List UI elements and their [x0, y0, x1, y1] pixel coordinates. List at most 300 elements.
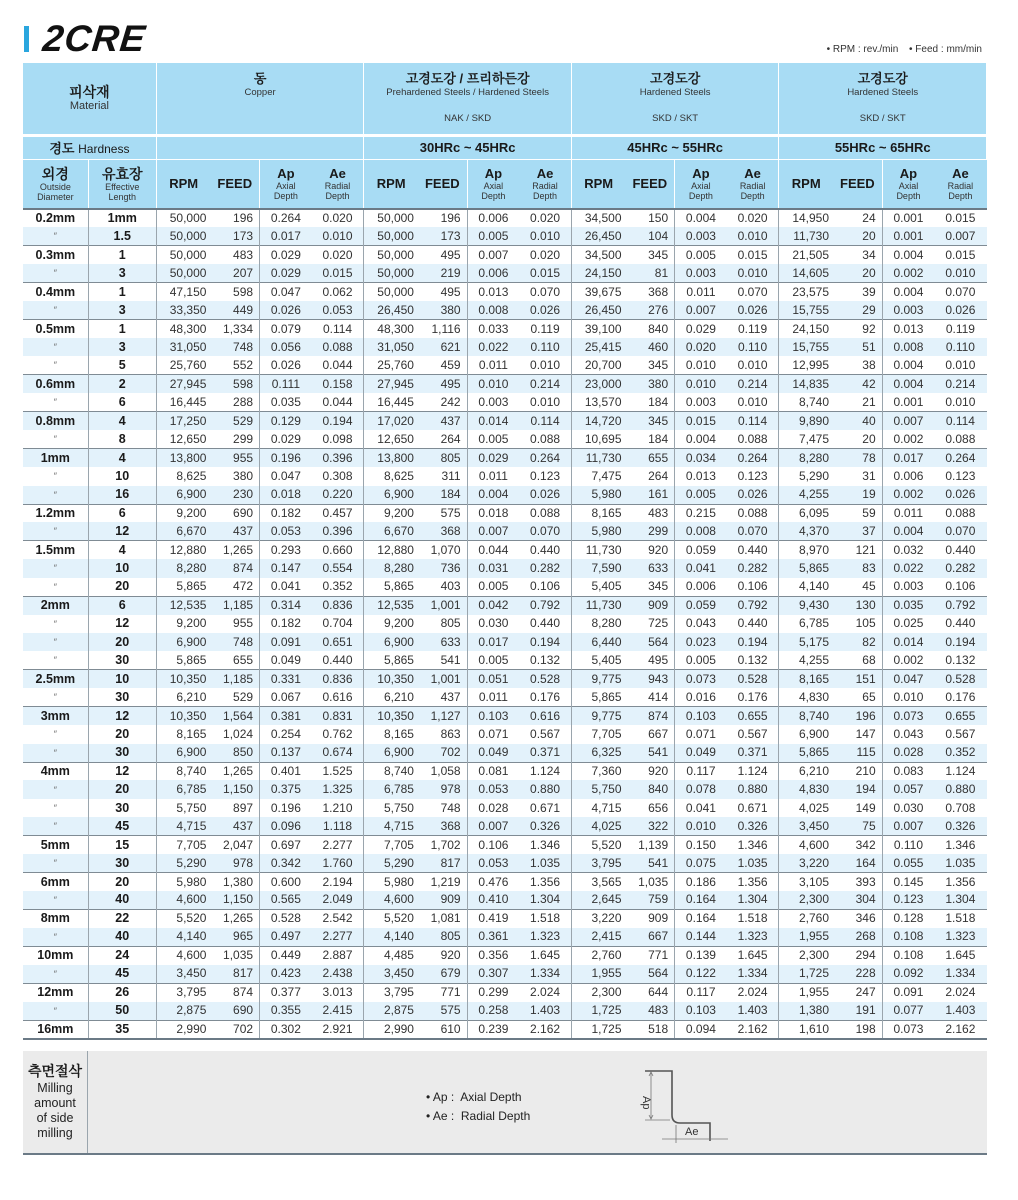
ap-cell: 0.071	[478, 726, 509, 741]
ae-cell: 1.525	[312, 762, 364, 780]
feed-cell: 529	[210, 688, 259, 707]
rpm-cell: 4,140	[799, 579, 830, 594]
ap-cell: 0.073	[882, 707, 934, 725]
feed-cell: 230	[210, 486, 259, 505]
ap-cell: 0.145	[882, 873, 934, 891]
feed-cell: 92	[833, 320, 882, 338]
effective-length-cell: 20	[88, 725, 156, 743]
ae-cell: 0.214	[934, 375, 986, 393]
ae-cell: 1.403	[727, 1002, 779, 1021]
ae-cell: 0.176	[945, 689, 976, 704]
feed-cell: 771	[418, 983, 467, 1001]
ap-cell: 0.103	[675, 1002, 727, 1021]
col-ap-axial-depth-g2: Ap Axial Depth	[467, 159, 519, 209]
ap-cell: 0.117	[675, 762, 727, 780]
ae-cell: 0.836	[312, 596, 364, 614]
feed-cell: 20	[833, 430, 882, 449]
table-row	[23, 578, 987, 597]
outside-diameter-cell	[23, 780, 88, 798]
rpm-cell: 4,715	[364, 817, 418, 836]
ap-cell: 0.196	[270, 800, 301, 815]
rpm-cell: 9,775	[571, 707, 625, 725]
ditto-mark: ″	[53, 268, 57, 279]
rpm-cell: 7,705	[156, 836, 210, 854]
ae-cell: 0.792	[727, 596, 779, 614]
effective-length-cell: 30	[88, 854, 156, 873]
ae-cell: 0.020	[312, 209, 364, 227]
table-row	[23, 301, 987, 320]
rpm-cell: 8,165	[779, 670, 833, 688]
feed-cell: 805	[418, 928, 467, 947]
ap-cell: 0.016	[685, 689, 716, 704]
effective-length-cell: 1mm	[88, 209, 156, 227]
ae-cell: 0.114	[519, 412, 571, 430]
feed-cell: 82	[833, 633, 882, 651]
table-row	[23, 983, 987, 1001]
ae-cell: 0.792	[934, 596, 986, 614]
feed-cell: 1,081	[418, 909, 467, 927]
effective-length-cell: 50	[88, 1002, 156, 1021]
rpm-cell: 5,520	[364, 909, 418, 927]
rpm-cell: 4,715	[156, 817, 210, 836]
feed-cell: 198	[833, 1020, 882, 1039]
feed-cell: 207	[210, 264, 259, 283]
ae-cell: 0.528	[934, 670, 986, 688]
rpm-cell: 5,980	[571, 486, 625, 505]
ap-cell: 0.047	[270, 468, 301, 483]
ap-cell: 0.053	[260, 522, 312, 541]
ae-cell: 0.176	[727, 688, 779, 707]
ap-cell: 0.239	[467, 1020, 519, 1039]
ap-cell: 0.023	[675, 633, 727, 651]
rpm-cell: 5,290	[156, 854, 210, 873]
feed-cell: 955	[210, 449, 259, 467]
rpm-cell: 34,500	[571, 209, 625, 227]
ap-cell: 0.003	[685, 394, 716, 409]
ap-cell: 0.004	[882, 246, 934, 264]
feed-cell: 437	[210, 817, 259, 836]
ae-cell: 0.070	[727, 283, 779, 301]
feed-cell: 294	[833, 946, 882, 964]
ae-cell: 0.326	[727, 817, 779, 836]
diagram-ae-label: Ae	[685, 1126, 699, 1138]
rpm-cell: 5,865	[176, 652, 207, 667]
effective-length-cell: 20	[88, 780, 156, 798]
table-row	[23, 246, 987, 264]
ap-cell: 0.067	[270, 689, 301, 704]
outside-diameter-cell	[23, 799, 88, 817]
feed-cell: 610	[418, 1020, 467, 1039]
outside-diameter-cell: 0.8mm	[23, 412, 88, 430]
table-row	[23, 541, 987, 559]
ap-cell: 0.013	[685, 468, 716, 483]
cutting-conditions-table	[23, 63, 987, 1040]
ae-cell: 0.440	[519, 615, 571, 633]
ae-cell: 0.660	[312, 541, 364, 559]
ae-cell: 0.194	[934, 633, 986, 651]
ap-cell: 0.164	[675, 909, 727, 927]
ap-cell: 0.049	[675, 744, 727, 763]
feed-cell: 29	[833, 301, 882, 320]
rpm-cell: 5,865	[591, 689, 622, 704]
ap-cell: 0.307	[467, 965, 519, 984]
effective-length-cell: 20	[88, 633, 156, 651]
feed-cell: 1,334	[210, 320, 259, 338]
ap-cell: 0.697	[260, 836, 312, 854]
feed-cell: 702	[210, 1020, 259, 1039]
feed-cell: 219	[418, 264, 467, 283]
table-row	[23, 615, 987, 633]
ap-cell: 0.381	[260, 707, 312, 725]
ap-cell: 0.147	[260, 559, 312, 577]
ap-cell: 0.041	[685, 800, 716, 815]
ap-cell: 0.043	[893, 726, 924, 741]
table-row	[23, 909, 987, 927]
feed-cell: 850	[210, 744, 259, 763]
rpm-cell: 26,450	[571, 301, 625, 320]
ap-cell: 0.026	[260, 301, 312, 320]
hardness-45-55: 45HRc ~ 55HRc	[571, 135, 779, 159]
rpm-cell: 27,945	[364, 375, 418, 393]
rpm-cell: 26,450	[571, 227, 625, 246]
rpm-cell: 2,875	[156, 1002, 210, 1021]
effective-length-cell: 26	[88, 983, 156, 1001]
rpm-cell: 6,900	[156, 486, 210, 505]
outside-diameter-cell	[23, 891, 88, 910]
ap-cell: 0.034	[675, 449, 727, 467]
feed-cell: 299	[210, 430, 259, 449]
ae-cell: 0.880	[727, 780, 779, 798]
ae-cell: 0.567	[945, 726, 976, 741]
rpm-cell: 9,890	[779, 412, 833, 430]
feed-cell: 575	[418, 504, 467, 522]
ditto-mark: ″	[53, 434, 57, 445]
outside-diameter-cell	[23, 688, 88, 707]
feed-cell: 909	[418, 891, 467, 910]
ap-cell: 0.299	[467, 983, 519, 1001]
rpm-cell: 5,980	[571, 522, 625, 541]
effective-length-cell: 15	[88, 836, 156, 854]
ae-cell: 0.062	[312, 283, 364, 301]
ditto-mark: ″	[53, 637, 57, 648]
feed-cell: 149	[833, 799, 882, 817]
ae-cell: 2.162	[934, 1020, 986, 1039]
feed-cell: 771	[626, 946, 675, 964]
col-rpm-g2: RPM	[364, 159, 418, 209]
effective-length-cell: 10	[88, 670, 156, 688]
feed-cell: 342	[833, 836, 882, 854]
ap-cell: 0.051	[467, 670, 519, 688]
ap-cell: 0.005	[675, 246, 727, 264]
feed-cell: 529	[210, 412, 259, 430]
feed-cell: 633	[626, 559, 675, 577]
ap-cell: 0.010	[675, 817, 727, 836]
rpm-cell: 47,150	[156, 283, 210, 301]
feed-cell: 1,380	[210, 873, 259, 891]
ae-cell: 0.070	[934, 522, 986, 541]
rpm-cell: 10,350	[156, 670, 210, 688]
table-row	[23, 873, 987, 891]
ditto-mark: ″	[53, 894, 57, 905]
rpm-cell: 10,695	[584, 431, 622, 446]
ae-cell: 0.015	[934, 246, 986, 264]
ap-cell: 0.449	[260, 946, 312, 964]
rpm-cell: 6,670	[364, 522, 418, 541]
rpm-cell: 5,865	[779, 744, 833, 763]
rpm-cell: 2,415	[571, 928, 625, 947]
ae-cell: 0.015	[727, 246, 779, 264]
feed-cell: 299	[626, 522, 675, 541]
feed-cell: 437	[210, 522, 259, 541]
feed-cell: 81	[626, 264, 675, 283]
material-label-ko: 피삭재	[69, 84, 110, 101]
feed-cell: 909	[626, 596, 675, 614]
ap-cell: 0.254	[270, 726, 301, 741]
rpm-cell: 39,100	[571, 320, 625, 338]
feed-cell: 196	[210, 209, 259, 227]
ae-cell: 2.438	[312, 965, 364, 984]
table-row	[23, 430, 987, 449]
rpm-cell: 8,625	[176, 468, 207, 483]
ap-cell: 0.029	[270, 431, 301, 446]
outside-diameter-cell	[23, 928, 88, 947]
ap-cell: 0.128	[882, 909, 934, 927]
ditto-mark: ″	[53, 231, 57, 242]
ap-cell: 0.600	[260, 873, 312, 891]
col-ap-axial-depth-g4: Ap Axial Depth	[882, 159, 934, 209]
ae-cell: 0.264	[727, 449, 779, 467]
feed-cell: 1,001	[418, 596, 467, 614]
ap-cell: 0.015	[675, 412, 727, 430]
table-row	[23, 965, 987, 984]
ap-cell: 0.005	[685, 652, 716, 667]
material-label-en: Material	[69, 100, 109, 113]
ap-cell: 0.056	[260, 338, 312, 356]
feed-cell: 748	[210, 633, 259, 651]
material-group-hardened-45-55: 고경도강 Hardened Steels SKD / SKT	[571, 63, 779, 135]
ae-cell: 0.132	[519, 651, 571, 670]
ap-cell: 0.030	[893, 800, 924, 815]
table-row	[23, 725, 987, 743]
ap-cell: 0.004	[882, 522, 934, 541]
outside-diameter-cell	[23, 522, 88, 541]
feed-cell: 276	[626, 301, 675, 320]
effective-length-cell: 2	[88, 375, 156, 393]
outside-diameter-cell	[23, 338, 88, 356]
table-row	[23, 707, 987, 725]
ap-cell: 0.059	[675, 596, 727, 614]
ae-cell: 0.880	[519, 780, 571, 798]
ae-cell: 1.304	[519, 891, 571, 910]
feed-cell: 518	[626, 1020, 675, 1039]
ae-cell: 0.194	[727, 633, 779, 651]
ap-cell: 0.001	[882, 227, 934, 246]
ap-cell: 0.044	[467, 541, 519, 559]
table-row	[23, 559, 987, 577]
feed-cell: 702	[418, 744, 467, 763]
rpm-cell: 1,955	[571, 965, 625, 984]
rpm-cell: 6,440	[571, 633, 625, 651]
ap-cell: 0.377	[260, 983, 312, 1001]
ap-cell: 0.041	[675, 559, 727, 577]
rpm-cell: 4,830	[779, 780, 833, 798]
hardness-30-45: 30HRc ~ 45HRc	[364, 135, 572, 159]
hardness-copper	[156, 135, 364, 159]
rpm-cell: 11,730	[571, 596, 625, 614]
ae-cell: 0.567	[519, 725, 571, 743]
ap-cell: 0.041	[270, 579, 301, 594]
ae-cell: 1.124	[934, 762, 986, 780]
ae-cell: 0.053	[312, 301, 364, 320]
rpm-cell: 5,750	[176, 800, 207, 815]
feed-cell: 564	[626, 633, 675, 651]
ap-cell: 0.043	[685, 616, 716, 631]
ap-cell: 0.182	[270, 616, 301, 631]
feed-cell: 541	[418, 651, 467, 670]
ap-cell: 0.002	[882, 264, 934, 283]
feed-cell: 655	[626, 449, 675, 467]
ae-cell: 0.132	[945, 652, 976, 667]
ae-cell: 0.020	[312, 246, 364, 264]
feed-cell: 483	[210, 246, 259, 264]
ap-cell: 0.029	[260, 264, 312, 283]
feed-cell: 1,116	[418, 320, 467, 338]
feed-cell: 633	[418, 633, 467, 651]
ap-cell: 0.092	[882, 965, 934, 984]
ae-cell: 0.158	[312, 375, 364, 393]
ae-cell: 0.010	[727, 393, 779, 412]
table-row	[23, 762, 987, 780]
ap-cell: 0.018	[260, 486, 312, 505]
outside-diameter-cell	[23, 725, 88, 743]
ae-cell: 0.132	[727, 651, 779, 670]
rpm-cell: 12,995	[792, 357, 830, 372]
effective-length-cell: 20	[88, 873, 156, 891]
ae-cell: 0.123	[727, 467, 779, 485]
feed-cell: 874	[210, 983, 259, 1001]
ae-cell: 0.326	[934, 817, 986, 836]
feed-cell: 24	[833, 209, 882, 227]
rpm-cell: 4,600	[779, 836, 833, 854]
rpm-cell: 9,430	[779, 596, 833, 614]
ap-cell: 0.006	[467, 209, 519, 227]
ae-cell: 1.035	[519, 854, 571, 873]
ap-cell: 0.361	[467, 928, 519, 947]
rpm-cell: 10,350	[364, 707, 418, 725]
ae-cell: 0.088	[727, 504, 779, 522]
ae-cell: 1.645	[934, 946, 986, 964]
rpm-cell: 10,350	[156, 707, 210, 725]
feed-cell: 679	[418, 965, 467, 984]
ap-cell: 0.010	[467, 375, 519, 393]
ae-cell: 1.356	[727, 873, 779, 891]
rpm-cell: 39,675	[571, 283, 625, 301]
table-row	[23, 412, 987, 430]
feed-cell: 184	[626, 430, 675, 449]
ap-cell: 0.057	[882, 780, 934, 798]
outside-diameter-cell	[23, 633, 88, 651]
ae-cell: 0.651	[312, 633, 364, 651]
feed-cell: 19	[833, 486, 882, 505]
col-feed-g4: FEED	[833, 159, 882, 209]
table-row	[23, 799, 987, 817]
ae-cell: 1.346	[934, 836, 986, 854]
rpm-cell: 8,280	[156, 559, 210, 577]
rpm-cell: 4,485	[364, 946, 418, 964]
feed-cell: 483	[626, 504, 675, 522]
feed-cell: 173	[418, 227, 467, 246]
effective-length-cell: 20	[88, 578, 156, 597]
rpm-cell: 2,645	[571, 891, 625, 910]
table-row	[23, 449, 987, 467]
feed-cell: 1,070	[418, 541, 467, 559]
ae-cell: 2.542	[312, 909, 364, 927]
col-ae-radial-depth-g3: Ae Radial Depth	[727, 159, 779, 209]
ap-cell: 0.106	[467, 836, 519, 854]
ditto-mark: ″	[53, 821, 57, 832]
ae-cell: 0.396	[312, 522, 364, 541]
side-milling-section	[23, 1051, 987, 1155]
ae-cell: 0.708	[945, 800, 976, 815]
rpm-cell: 3,795	[571, 854, 625, 873]
col-outside-diameter: 외경 Outside Diameter	[23, 159, 88, 209]
outside-diameter-cell	[23, 227, 88, 246]
ap-cell: 0.182	[260, 504, 312, 522]
outside-diameter-cell	[23, 559, 88, 577]
rpm-cell: 2,990	[364, 1020, 418, 1039]
outside-diameter-cell: 0.6mm	[23, 375, 88, 393]
rpm-cell: 3,450	[364, 965, 418, 984]
outside-diameter-cell: 1.2mm	[23, 504, 88, 522]
rpm-cell: 1,955	[779, 983, 833, 1001]
ap-cell: 0.002	[893, 652, 924, 667]
ap-cell: 0.003	[675, 264, 727, 283]
ap-cell: 0.006	[893, 468, 924, 483]
ap-cell: 0.005	[467, 227, 519, 246]
rpm-cell: 25,760	[169, 357, 207, 372]
feed-cell: 655	[210, 651, 259, 670]
rpm-cell: 8,970	[779, 541, 833, 559]
ae-cell: 0.528	[519, 670, 571, 688]
table-row	[23, 320, 987, 338]
ae-cell: 0.671	[519, 799, 571, 817]
ae-cell: 0.762	[312, 725, 364, 743]
effective-length-cell: 1.5	[88, 227, 156, 246]
rpm-cell: 16,445	[377, 394, 414, 409]
feed-cell: 495	[418, 283, 467, 301]
ditto-mark: ″	[53, 858, 57, 869]
rpm-cell: 6,785	[364, 780, 418, 798]
ap-cell: 0.006	[685, 579, 716, 594]
ae-cell: 1.323	[934, 928, 986, 947]
feed-cell: 380	[626, 375, 675, 393]
feed-cell: 978	[418, 780, 467, 798]
ae-cell: 0.119	[519, 320, 571, 338]
ae-cell: 0.616	[312, 688, 364, 707]
feed-cell: 1,185	[210, 596, 259, 614]
ae-cell: 2.024	[519, 983, 571, 1001]
material-group-prehardened: 고경도강 / 프리하든강 Prehardened Steels / Hardened Steels NAK / SKD	[364, 63, 572, 135]
effective-length-cell: 12	[88, 762, 156, 780]
ditto-mark: ″	[53, 803, 57, 813]
ap-cell: 0.030	[478, 616, 509, 631]
ap-cell: 0.001	[882, 209, 934, 227]
ditto-mark: ″	[53, 1005, 57, 1016]
table-body	[23, 209, 987, 1039]
ap-cell: 0.302	[260, 1020, 312, 1039]
rpm-cell: 12,880	[156, 541, 210, 559]
ditto-mark: ″	[53, 342, 57, 353]
